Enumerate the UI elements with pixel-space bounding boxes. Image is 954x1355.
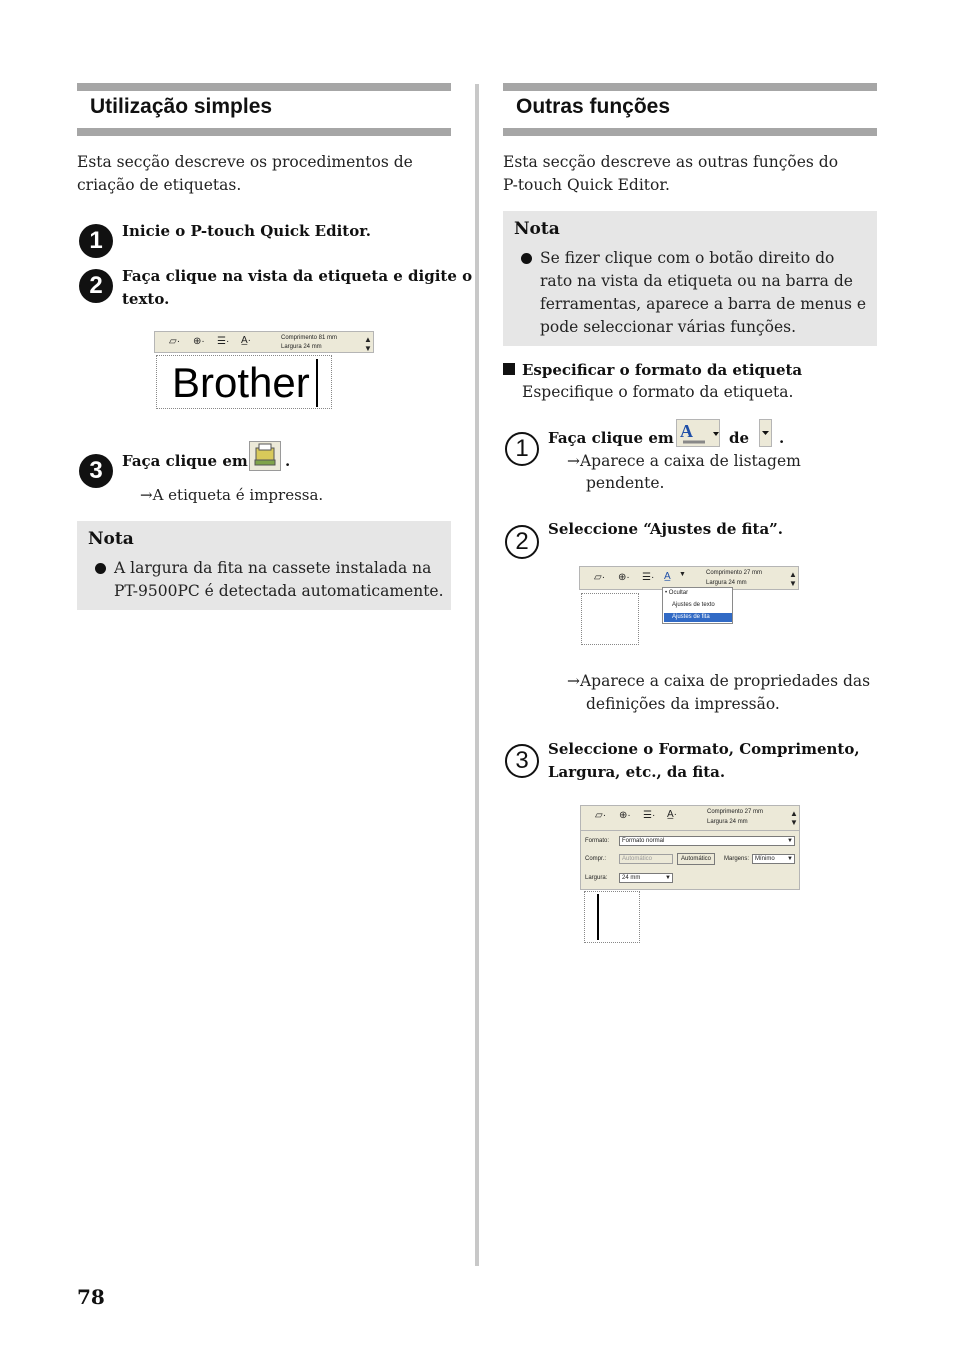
right-note-line-2: rato na vista da etiqueta ou na barra de bbox=[540, 272, 853, 290]
right-step-1-text-end: . bbox=[779, 429, 785, 447]
chevron-down-icon: ▼ bbox=[787, 838, 793, 844]
right-note-line-3: ferramentas, aparece a barra de menus e bbox=[540, 295, 867, 313]
right-step-3-text-line-1: Seleccione o Formato, Comprimento, bbox=[548, 740, 860, 758]
column-divider bbox=[475, 84, 479, 1266]
print-icon[interactable] bbox=[249, 441, 281, 471]
largura-select[interactable] bbox=[619, 873, 673, 883]
length-readout: Comprimento 27 mm bbox=[706, 570, 763, 576]
left-heading-top-bar bbox=[77, 83, 451, 91]
menu-item-ajustes-texto[interactable]: Ajustes de texto bbox=[672, 602, 715, 608]
right-heading-bottom-bar bbox=[503, 128, 877, 136]
step-2-number: 2 bbox=[79, 269, 113, 303]
left-note-title: Nota bbox=[88, 529, 134, 549]
step-1-number: 1 bbox=[79, 224, 113, 258]
layout-icon: ▱· bbox=[595, 810, 607, 821]
align-icon: ☰· bbox=[217, 336, 230, 347]
dropdown-arrow-icon[interactable]: ▼ bbox=[679, 571, 686, 578]
right-heading: Outras funções bbox=[516, 95, 671, 118]
zoom-icon: ⊕· bbox=[193, 336, 205, 347]
left-note-box bbox=[77, 521, 451, 610]
width-readout: Largura 24 mm bbox=[281, 344, 322, 350]
left-intro-line-2: criação de etiquetas. bbox=[77, 176, 242, 194]
dropdown-arrow-icon[interactable] bbox=[759, 419, 772, 447]
margens-select[interactable] bbox=[752, 854, 795, 864]
right-intro-line-2: P-touch Quick Editor. bbox=[503, 176, 670, 194]
layout-icon: ▱· bbox=[169, 336, 181, 347]
page-number: 78 bbox=[77, 1285, 105, 1309]
menu-item-ajustes-fita[interactable] bbox=[664, 613, 732, 622]
step-2-text-line-2: texto. bbox=[122, 290, 170, 308]
zoom-icon: ⊕· bbox=[619, 810, 631, 821]
label-cursor bbox=[597, 894, 599, 940]
right-step-1-result-line-2: pendente. bbox=[586, 474, 665, 492]
right-step-1-result-line-1: →Aparece a caixa de listagem bbox=[567, 452, 801, 470]
right-note-bullet bbox=[521, 253, 532, 264]
right-heading-top-bar bbox=[503, 83, 877, 91]
context-menu bbox=[662, 587, 733, 624]
zoom-icon: ⊕· bbox=[618, 572, 630, 583]
text-icon: A̲· bbox=[667, 809, 677, 820]
right-note-title: Nota bbox=[514, 219, 560, 239]
left-intro-line-1: Esta secção descreve os procedimentos de bbox=[77, 153, 413, 171]
right-note-line-4: pode seleccionar várias funções. bbox=[540, 318, 796, 336]
right-step-3-text-line-2: Largura, etc., da fita. bbox=[548, 763, 726, 781]
scroll-icon: ▲ ▼ bbox=[790, 809, 798, 827]
subsection-title: Especificar o formato da etiqueta bbox=[522, 361, 803, 379]
largura-label: Largura: bbox=[585, 875, 608, 881]
align-icon: ☰· bbox=[642, 572, 655, 583]
formato-value: Formato normal bbox=[622, 838, 665, 844]
editor-screenshot-menu bbox=[579, 566, 799, 646]
step-2-text-line-1: Faça clique na vista da etiqueta e digite o bbox=[122, 267, 473, 285]
left-heading-bottom-bar bbox=[77, 128, 451, 136]
subsection-square-icon bbox=[503, 363, 515, 375]
left-note-line-1: A largura da fita na cassete instalada na bbox=[114, 559, 432, 577]
chevron-down-icon: ▼ bbox=[665, 875, 671, 881]
right-step-3-number: 3 bbox=[505, 744, 539, 778]
label-view-3[interactable] bbox=[584, 891, 640, 943]
auto-button-label: Automático bbox=[681, 856, 712, 862]
label-view-2[interactable] bbox=[581, 593, 639, 645]
svg-text:A: A bbox=[680, 421, 693, 441]
compr-input[interactable] bbox=[619, 854, 673, 864]
text-icon: A̲· bbox=[241, 335, 251, 346]
step-3-text-end: . bbox=[285, 452, 291, 470]
right-step-1-text: Faça clique em bbox=[548, 429, 674, 447]
right-intro-line-1: Esta secção descreve as outras funções do bbox=[503, 153, 839, 171]
formato-select[interactable] bbox=[619, 836, 795, 846]
text-format-dropdown-icon[interactable] bbox=[676, 419, 720, 447]
menu-item-ocultar[interactable]: • Ocultar bbox=[665, 590, 689, 596]
step-1-text: Inicie o P-touch Quick Editor. bbox=[122, 222, 371, 240]
text-icon: A̲ bbox=[664, 571, 671, 582]
right-note-box bbox=[503, 211, 877, 346]
panel-separator bbox=[581, 830, 799, 831]
right-step-2-text: Seleccione “Ajustes de fita”. bbox=[548, 520, 784, 538]
editor-screenshot-brother bbox=[154, 331, 374, 411]
scroll-icon: ▲ ▼ bbox=[364, 335, 372, 353]
label-text: Brother bbox=[172, 359, 310, 406]
right-step-1-text-de: de bbox=[729, 429, 750, 447]
length-readout: Comprimento 81 mm bbox=[281, 335, 338, 341]
step-3-text: Faça clique em bbox=[122, 452, 248, 470]
formato-label: Formato: bbox=[585, 838, 610, 844]
width-readout: Largura 24 mm bbox=[706, 580, 747, 586]
right-step-2-result-line-1: →Aparece a caixa de propriedades das bbox=[567, 672, 871, 690]
right-step-1-number: 1 bbox=[505, 432, 539, 466]
compr-label: Compr.: bbox=[585, 856, 607, 862]
scroll-icon: ▲ ▼ bbox=[789, 570, 797, 588]
left-note-line-2: PT-9500PC é detectada automaticamente. bbox=[114, 582, 444, 600]
step-3-number: 3 bbox=[79, 454, 113, 488]
chevron-down-icon: ▼ bbox=[787, 856, 793, 862]
margens-value: Mínimo bbox=[755, 856, 775, 862]
margens-label: Margens: bbox=[724, 856, 750, 862]
step-3-result: →A etiqueta é impressa. bbox=[140, 486, 324, 504]
editor-screenshot-properties bbox=[580, 805, 800, 945]
compr-value: Automático bbox=[622, 856, 653, 862]
right-step-2-result-line-2: definições da impressão. bbox=[586, 695, 780, 713]
length-readout: Comprimento 27 mm bbox=[707, 809, 764, 815]
largura-value: 24 mm bbox=[622, 875, 641, 881]
editor-toolbar bbox=[154, 331, 374, 353]
auto-button[interactable] bbox=[677, 853, 715, 865]
text-cursor bbox=[316, 359, 318, 407]
right-step-2-number: 2 bbox=[505, 525, 539, 559]
width-readout: Largura 24 mm bbox=[707, 819, 748, 825]
left-note-bullet bbox=[95, 563, 106, 574]
layout-icon: ▱· bbox=[594, 572, 606, 583]
menu-item-ajustes-fita-label: Ajustes de fita bbox=[672, 614, 710, 620]
right-note-line-1: Se fizer clique com o botão direito do bbox=[540, 249, 835, 267]
subsection-desc: Especifique o formato da etiqueta. bbox=[522, 383, 794, 401]
left-heading: Utilização simples bbox=[90, 95, 273, 118]
align-icon: ☰· bbox=[643, 810, 656, 821]
properties-panel bbox=[580, 805, 800, 890]
